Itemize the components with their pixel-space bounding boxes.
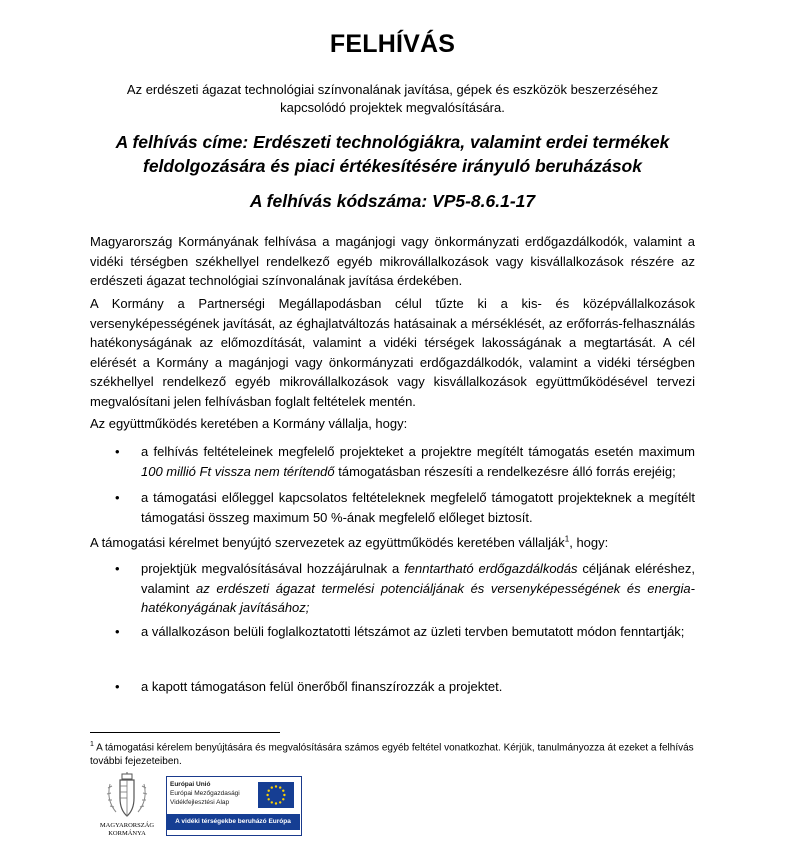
document-title: FELHÍVÁS [329,30,456,58]
footnote-number: 1 [90,741,94,748]
bullet-icon: • [115,679,120,694]
hungarian-crest-logo [96,772,158,844]
paragraph-3: Az együttműködés keretében a Kormány vállalja, hogy: [90,416,408,431]
crest-icon [96,772,158,822]
call-title-line-1: A felhívás címe: Erdészeti technológiákra, valamint erdei termékek [115,132,670,152]
list-item-italic: 100 millió Ft vissza nem térítendő [141,463,335,479]
intro-line-1: Az erdészeti ágazat technológiai színvonalának javítása, gépek és eszközök beszerzéséhez [126,82,659,97]
list-item-italic: fenntartható erdőgazdálkodás [404,561,578,576]
paragraph-4-text: A támogatási kérelmet benyújtó szervezetek az együttműködés keretében vállalják [90,535,565,550]
footnote [90,738,700,769]
eu-logo-line-1: Európai Unió [170,781,211,788]
eu-logo-line-2: Európai Mezőgazdasági [170,790,240,797]
crest-caption-line-1: MAGYARORSZÁG [99,822,155,829]
list-item-text: a vállalkozáson belüli foglalkoztatotti létszámot az üzleti tervben bemutatott módon fenntartják; [141,624,685,639]
bullet-icon: • [115,561,120,576]
footer-logos [96,772,416,844]
footnote-divider [90,732,280,733]
call-code: A felhívás kódszáma: VP5-8.6.1-17 [249,191,536,211]
call-title-line-2: feldolgozására és piaci értékesítésére irányuló beruházások [143,156,642,176]
call-title [70,130,715,178]
list-item-text: a kapott támogatáson felül önerőből finanszírozzák a projektet. [141,679,503,694]
list-item-text-part: projektjük megvalósításával hozzájárulnak a [141,561,405,576]
bullet-icon: • [115,444,120,459]
crest-caption [96,822,158,837]
footnote-text: A támogatási kérelem benyújtására és megvalósítására számos egyéb feltétel vonatkozhat. Kérjük, tanulmányozza át ezeket a felhívás további fejezeteiben. [90,742,694,768]
list-item-text [141,559,695,618]
bullet-icon: • [115,624,120,639]
paragraph-1: Magyarország Kormányának felhívása a magánjogi vagy önkormányzati erdőgazdálkodók, valamint a vidéki térségben székhellyel rendelkező egyéb mikrovállalkozások vagy kisvállalkozások részére az erdészeti ágazat technológiai színvonalának javítása érdekében. [90,234,695,288]
intro-line-2: kapcsolódó projektek megvalósítására. [280,100,505,115]
footnote-reference[interactable]: 1 [564,534,570,544]
eu-flag-icon [258,782,294,808]
list-item-text-part: céljának eléréshez, valamint [141,561,696,596]
paragraph-4 [90,533,695,553]
eu-stars-icon [258,782,294,808]
paragraph-2: A Kormány a Partnerségi Megállapodásban célul tűzte ki a kis- és középvállalkozások versenyképességének javítását, az éghajlatváltozás hatásainak a mérséklését, az erőforrás-felhasználás hatékonyságának az előmozdítását, valamint a vidéki térségek lakosságának a megtartását. A cél elérését a Kormány a magánjogi vagy önkormányzati erdőgazdálkodók, valamint a vidéki térségben székhellyel rendelkező egyéb mikrovállalkozások vagy kisvállalkozások együttműködésével tervezi megvalósítani jelen felhívásban foglalt feltételek mentén. [90,296,695,409]
list-item-text: a támogatási előleggel kapcsolatos feltételeknek megfelelő támogatott projekteknek a megítélt támogatási összeg maximum 50 %-ának megfelelő előleget biztosít. [141,490,695,525]
list-item-text-part: támogatásban részesíti a rendelkezésre álló forrás erejéig; [334,463,676,479]
eu-logo-band: A vidéki térségekbe beruházó Európa [166,814,300,830]
eu-logo-text [170,780,240,807]
paragraph-4-text-end: , hogy: [569,535,609,550]
list-item-italic: az erdészeti ágazat termelési potenciáljának és versenyképességének és energia-hatékonyágának javításához; [141,580,695,615]
bullet-icon: • [115,490,120,505]
eu-logo-line-3: Vidékfejlesztési Alap [170,799,230,806]
list-item-text-part: a felhívás feltételeinek megfelelő projekteket a projektre megítélt támogatás esetén maximum [141,444,695,459]
list-item-text [141,442,695,481]
crest-caption-line-2: KORMÁNYA [108,829,146,837]
intro-text [95,81,690,117]
